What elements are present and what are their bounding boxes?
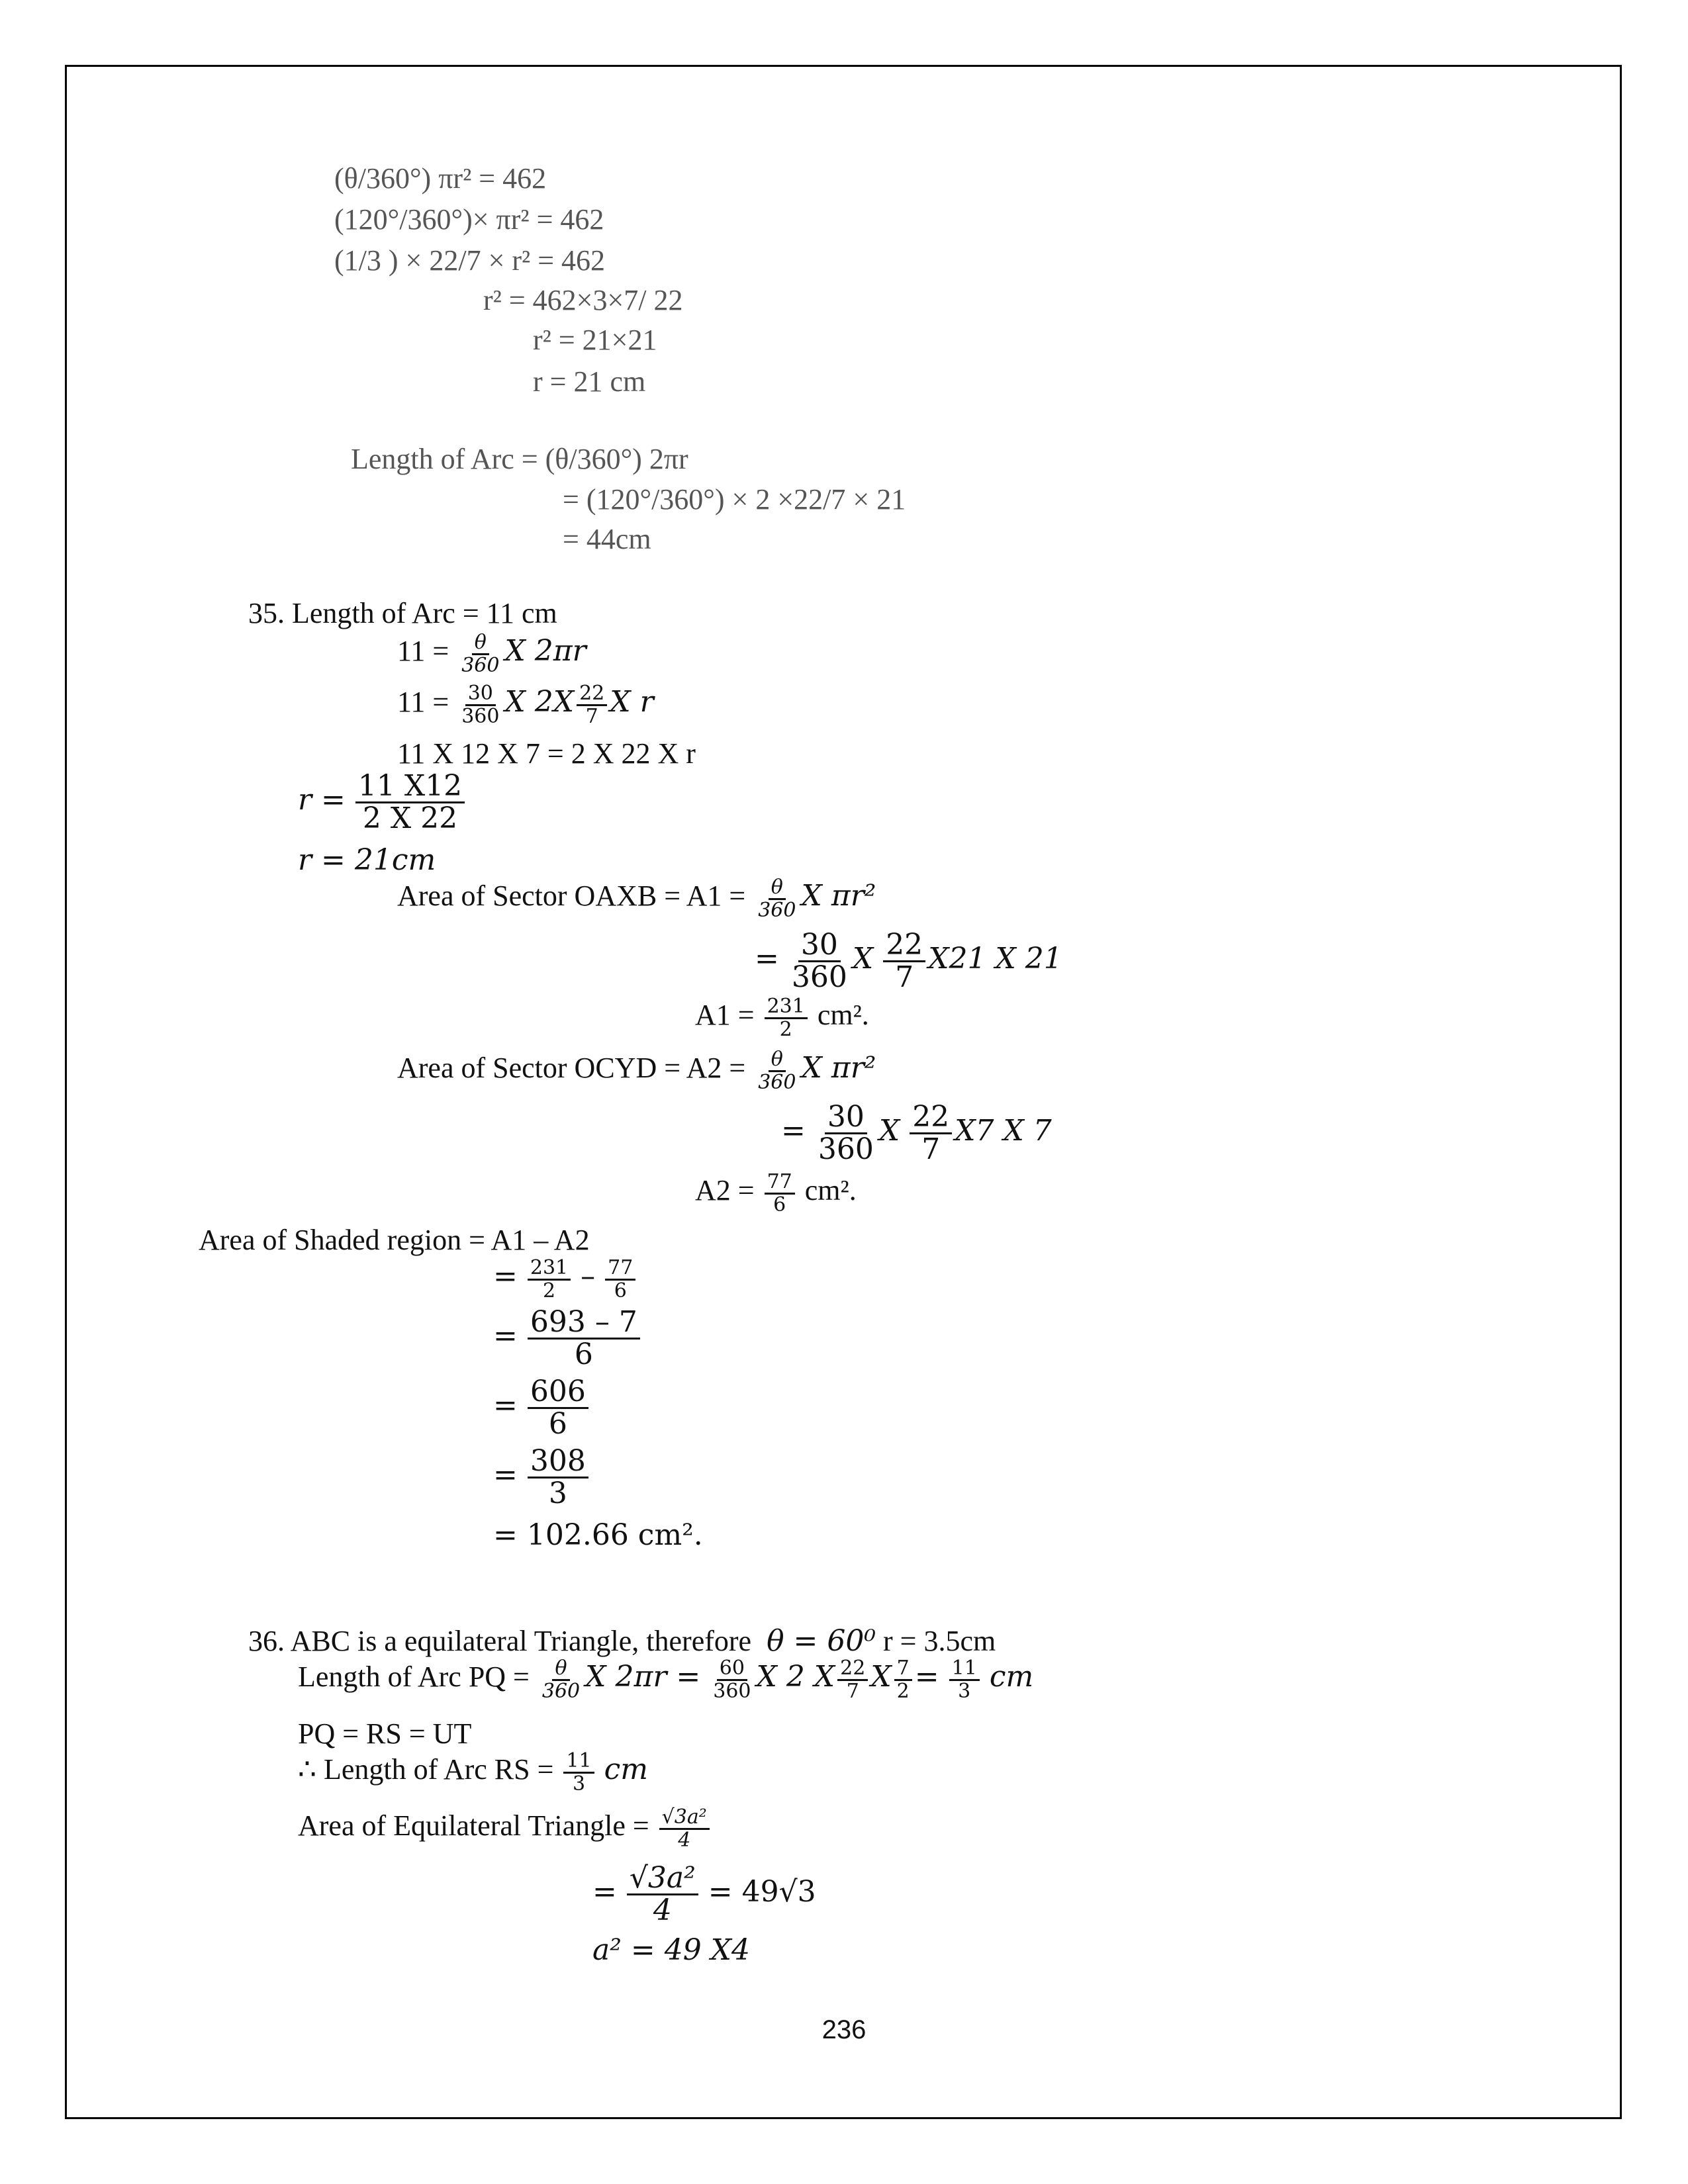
equation-line: A2 = $\frac{77}{6}$ cm². [695,1170,857,1216]
fraction: $\frac{30}{360}$ [791,928,847,995]
equation-line: r = 21 cm [533,365,646,398]
fraction: $\frac{60}{360}$ [713,1657,751,1703]
equation-line: a² = 49 X4 [592,1933,751,1967]
equation-line: = (120°/360°) × 2 ×22/7 × 21 [563,483,906,516]
fraction: $\frac{\text{√3a²}}{4}$ [659,1807,710,1850]
equation-line: (1/3 ) × 22/7 × r² = 462 [334,244,606,277]
equation-line: ∴ Length of Arc RS = $\frac{11}{3}$ cm [298,1749,649,1796]
equation-line: = 44cm [563,523,651,555]
equation-line: Area of Equilateral Triangle = $\frac{\text{√3a²}}{4}$ [298,1807,712,1850]
arc-length-formula: Length of Arc = (θ/360°) 2πr [351,443,688,475]
question-36-heading: 36. ABC is a equilateral Triangle, therefore θ = 60⁰ r = 3.5cm [248,1624,996,1658]
equation-line: = $\frac{606}{6}$ [493,1377,591,1439]
fraction: $\frac{11 X12}{2 X 22}$ [355,771,465,834]
fraction: $\frac{22}{7}$ [910,1102,952,1165]
equation-line: 11 X 12 X 7 = 2 X 22 X r [397,737,696,770]
fraction: $\frac{\theta}{360}$ [541,1657,581,1703]
fraction: $\frac{77}{6}$ [765,1171,795,1215]
fraction: $\frac{22}{7}$ [837,1658,868,1702]
fraction: $\frac{308}{3}$ [528,1446,588,1509]
fraction: $\frac{30}{360}$ [461,682,500,728]
shaded-area-result: = 102.66 cm². [493,1518,703,1552]
equation-line: Length of Arc PQ = $\frac{\theta}{360}$ X 2πr = $\frac{60}{360}$ X 2 X $\frac{22}{7}$ X $\frac{7}{2}$ = $\frac{11}{3}$ cm [298,1657,1034,1703]
equation-line: = $\frac{231}{2}$ – $\frac{77}{6}$ [493,1257,638,1301]
fraction: $\frac{22}{7}$ [577,683,607,727]
question-35-heading: 35. Length of Arc = 11 cm [248,597,557,629]
fraction: $\frac{\theta}{360}$ [758,876,796,922]
fraction: $\frac{77}{6}$ [605,1257,635,1301]
equation-line: Area of Sector OAXB = A1 = $\frac{\theta}{360}$ X πr² [397,876,876,922]
fraction: $\frac{11}{3}$ [949,1658,980,1702]
fraction: $\frac{30}{360}$ [818,1100,874,1167]
equation-line: r² = 21×21 [533,324,657,356]
fraction: $\frac{7}{2}$ [894,1658,912,1702]
fraction: $\frac{606}{6}$ [528,1377,588,1439]
fraction: $\frac{\text{√3a²}}{4}$ [627,1863,698,1926]
fraction: $\frac{22}{7}$ [883,930,925,993]
fraction: $\frac{231}{2}$ [765,996,808,1040]
equation-line: A1 = $\frac{231}{2}$ cm². [695,995,869,1041]
equation-line: = $\frac{308}{3}$ [493,1446,591,1509]
equation-line: r = $\frac{11 X12}{2 X 22}$ [298,771,467,834]
shaded-region-heading: Area of Shaded region = A1 – A2 [199,1224,590,1256]
equation-line: (120°/360°)× πr² = 462 [334,203,604,236]
equation-line: r = 21cm [298,843,436,877]
equation-line: (θ/360°) πr² = 462 [334,162,547,195]
equation-line: 11 = $\frac{30}{360}$ X 2X $\frac{22}{7}$ X r [397,682,654,728]
equation-line: 11 = $\frac{\theta}{360}$ X 2πr [397,631,586,677]
equation-line: = $\frac{\text{√3a²}}{4}$ = 49√3 [592,1861,816,1928]
equation-line: PQ = RS = UT [298,1717,472,1750]
fraction: $\frac{11}{3}$ [563,1751,594,1794]
page-number: 236 [821,2015,867,2044]
equation-line: Area of Sector OCYD = A2 = $\frac{\theta}{360}$ X πr² [397,1048,876,1094]
equation-line: r² = 462×3×7/ 22 [483,284,683,316]
fraction: $\frac{693 - 7}{6}$ [528,1307,640,1370]
fraction: $\frac{\theta}{360}$ [461,631,500,677]
equation-line: = $\frac{693 - 7}{6}$ [493,1307,643,1370]
fraction: $\frac{\theta}{360}$ [758,1048,796,1094]
equation-line: = $\frac{30}{360}$ X $\frac{22}{7}$ X21 X 21 [755,928,1062,995]
equation-line: = $\frac{30}{360}$ X $\frac{22}{7}$ X7 X 7 [781,1100,1052,1167]
fraction: $\frac{231}{2}$ [528,1257,571,1301]
